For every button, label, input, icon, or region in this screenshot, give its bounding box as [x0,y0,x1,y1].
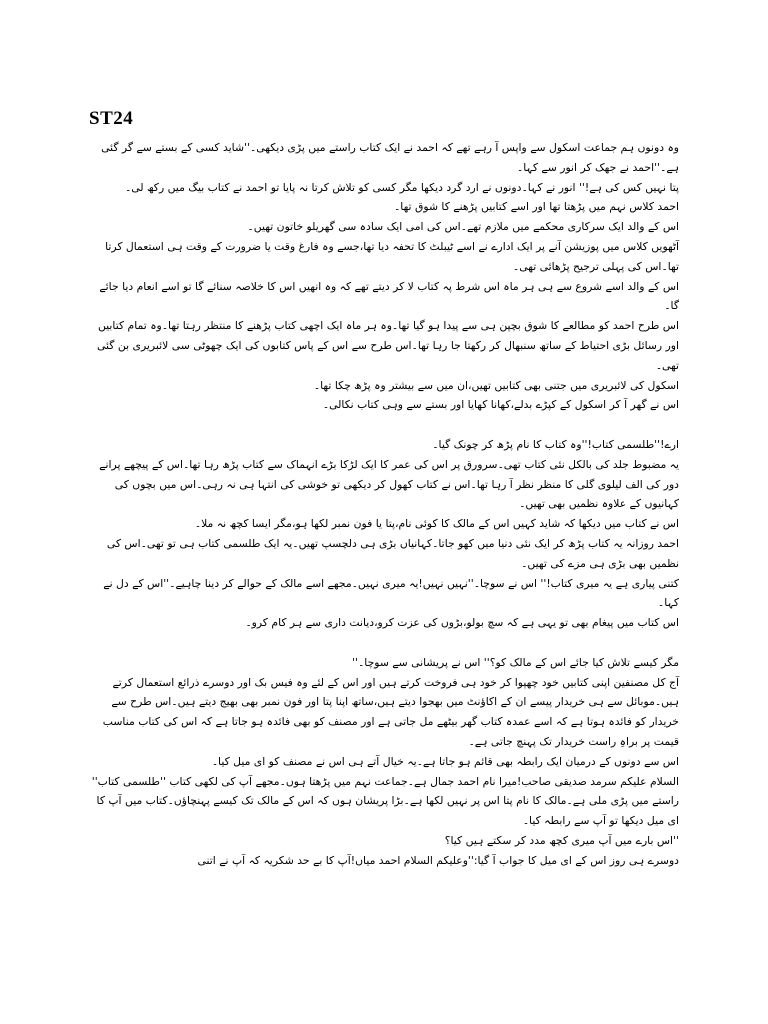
paragraph: اس کے والد ایک سرکاری محکمے میں ملازم تھے۔اس کی امی ایک سادہ سی گھریلو خاتون تھیں۔ [247,220,679,234]
paragraph: وہ دونوں ہم جماعت اسکول سے واپس آ رہے تھے کہ احمد نے ایک کتاب راستے میں پڑی دیکھی۔''شاید کسی کے بستے سے گر گئی ہے۔''احمد نے جھک کر انور سے کہا۔ [101,141,679,174]
paragraph: اسکول کی لائبریری میں جتنی بھی کتابیں تھیں،ان میں سے بیشتر وہ پڑھ چکا تھا۔ [313,378,679,392]
paragraph: اس کتاب میں پیغام بھی تو یہی ہے کہ سچ بولو،بڑوں کی عزت کرو،دیانت داری سے ہر کام کرو۔ [245,616,679,630]
paragraph: کتنی پیاری ہے یہ میری کتاب!'' اس نے سوچا۔''نہیں نہیں!یہ میری نہیں۔مجھے اسے مالک کے حوالے کر دینا چاہیے۔''اس کے دل نے کہا۔ [103,576,679,610]
paragraph: مگر کیسے تلاش کیا جائے اس کے مالک کو؟'' اس نے پریشانی سے سوچا۔'' [352,655,679,669]
paragraph: یہ مضبوط جلد کی بالکل نئی کتاب تھی۔سرورق پر اس کی عمر کا ایک لڑکا بڑے انہماک سے کتاب پڑھ رہا تھا۔اس کے پیچھے پرانے دور کی الف لیلوی گلی کا منظر نظر آ رہا تھا۔اس نے کتاب کھول کر دیکھی تو خوشی کی انتہا ہی نہ رہی۔اس میں بچوں کی کہانیوں کے علاوہ نظمیں بھی تھیں۔ [99,457,679,511]
story-body [87,138,679,870]
paragraph: السلام علیکم سرمد صدیقی صاحب!میرا نام احمد جمال ہے۔جماعت نہم میں پڑھتا ہوں۔مجھے آپ کی لکھی کتاب ''طلسمی کتاب'' راستے میں پڑی ملی ہے۔مالک کا نام پتا اس پر نہیں لکھا ہے۔بڑا پریشان ہوں کہ اس کے مالک تک کیسے پہنچاؤں۔کتاب میں آپ کا ای میل دیکھا تو آپ سے رابطہ کیا۔ [91,774,679,828]
paragraph: اس نے کتاب میں دیکھا کہ شاید کہیں اس کے مالک کا کوئی نام،پتا یا فون نمبر لکھا ہو،مگر ایسا کچھ نہ ملا۔ [194,517,679,531]
paragraph: اس نے گھر آ کر اسکول کے کپڑے بدلے،کھانا کھایا اور بستے سے وہی کتاب نکالی۔ [322,398,679,412]
paragraph-gap [87,415,679,435]
document-title: ST24 [89,108,134,129]
paragraph: ''اس بارے میں آپ میری کچھ مدد کر سکتے ہیں کیا؟ [444,833,679,847]
paragraph: احمد روزانہ یہ کتاب پڑھ کر ایک نئی دنیا میں کھو جاتا۔کہانیاں بڑی ہی دلچسپ تھیں۔یہ ایک طلسمی کتاب ہی تو تھی۔اس کی نظمیں بھی بڑی ہی مزے کی تھیں۔ [106,536,679,570]
paragraph: ارے!''طلسمی کتاب!''وہ کتاب کا نام پڑھ کر چونک گیا۔ [432,437,679,451]
paragraph: اس کے والد اسے شروع سے ہی ہر ماہ اس شرط پہ کتاب لا کر دیتے تھے کہ وہ انھیں اس کا خلاصہ سنائے گا تو اسے انعام دیا جائے گا۔ [99,279,679,313]
paragraph: اس طرح احمد کو مطالعے کا شوق بچپن ہی سے پیدا ہو گیا تھا۔وہ ہر ماہ ایک اچھی کتاب پڑھنے کا منتظر رہتا تھا۔وہ تمام کتابیں اور رسائل بڑی احتیاط کے ساتھ سنبھال کر رکھتا جا رہا تھا۔اس طرح سے اس کے پاس کتابوں کی ایک چھوٹی سی لائبریری بن گئی تھی۔ [97,319,679,372]
paragraph: دوسرے ہی روز اس کے ای میل کا جواب آ گیا:''وعلیکم السلام احمد میاں!آپ کا بے حد شکریہ کہ آپ نے اتنی [197,853,679,867]
paragraph: آٹھویں کلاس میں پوزیشن آنے پر ایک ادارے نے اسے ٹیبلٹ کا تحفہ دیا تھا،جسے وہ فارغ وقت یا ضرورت کے وقت ہی استعمال کرتا تھا۔اس کی پہلی ترجیح پڑھائی تھی۔ [105,239,679,273]
paragraph: اس سے دونوں کے درمیان ایک رابطہ بھی قائم ہو جاتا ہے۔یہ خیال آتے ہی اس نے مصنف کو ای میل کیا۔ [211,754,679,768]
paragraph: آج کل مصنفین اپنی کتابیں خود چھپوا کر خود ہی فروخت کرتے ہیں اور اس کے لئے وہ فیس بک اور دوسرے ذرائع استعمال کرتے ہیں۔موبائل سے ہی خریدار پیسے ان کے اکاؤنٹ میں بھجوا دیتے ہیں،ساتھ اپنا پتا اور فون نمبر بھی بھیج دیتے ہیں۔اس طرح سے خریدار کو فائدہ ہوتا ہے کہ اسے عمدہ کتاب گھر بیٹھے مل جاتی ہے اور مصنف کو بھی فائدہ ہو جاتا ہے کہ اس کی کتاب مناسب قیمت پر براہِ راست خریدار تک پہنچ جاتی ہے۔ [102,675,679,748]
paragraph-gap [87,633,679,653]
paragraph: احمد کلاس نہم میں پڑھتا تھا اور اسے کتابیں پڑھنے کا شوق تھا۔ [393,200,679,214]
paragraph: پتا نہیں کس کی ہے!'' انور نے کہا۔دونوں نے ارد گرد دیکھا مگر کسی کو تلاش کرتا نہ پایا تو احمد نے کتاب بیگ میں رکھ لی۔ [124,180,679,194]
